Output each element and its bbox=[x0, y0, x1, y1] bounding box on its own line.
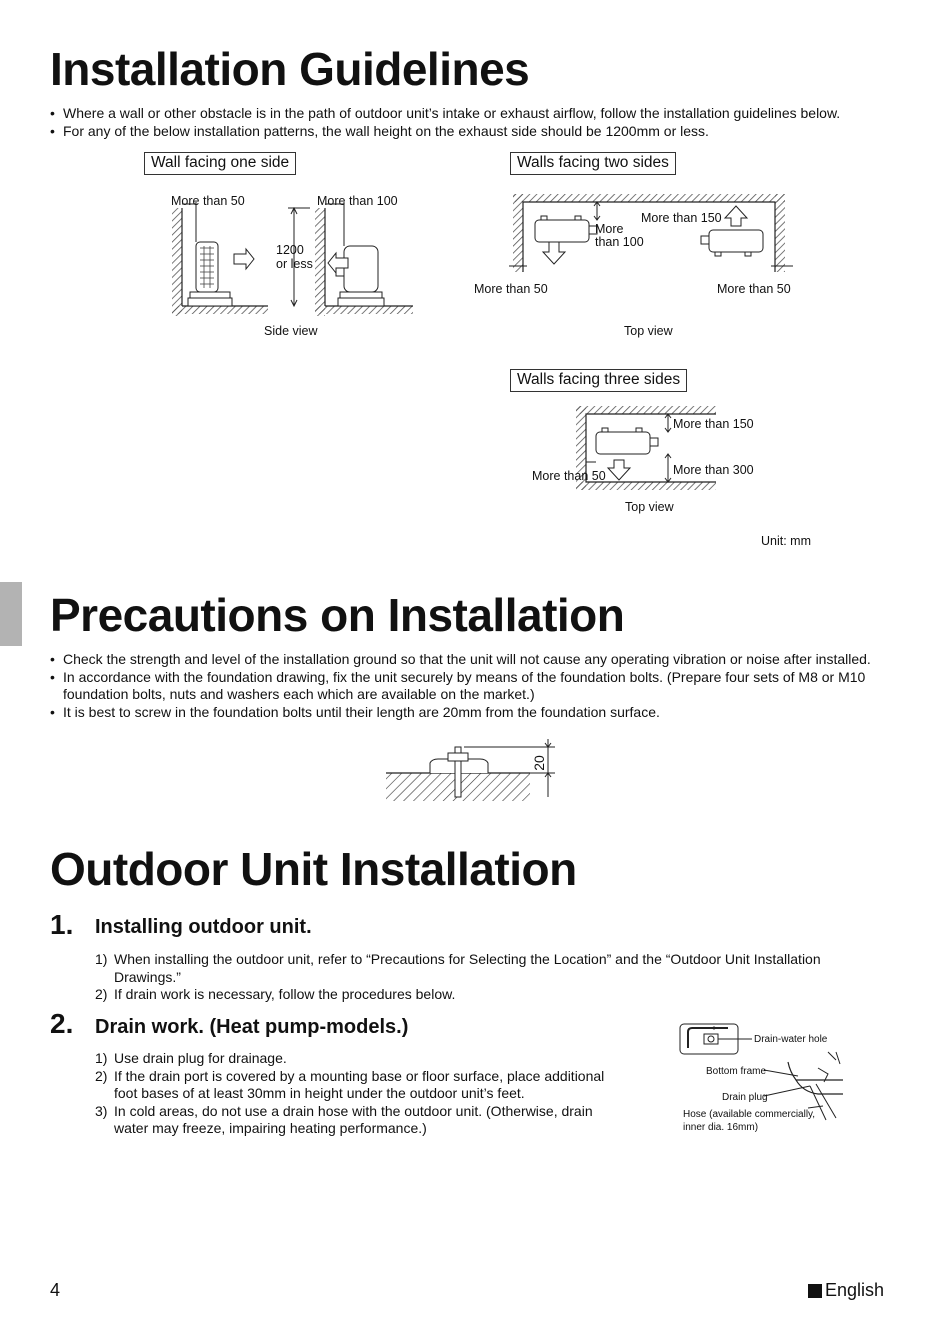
hose-label-line2: inner dia. 16mm) bbox=[683, 1122, 759, 1133]
guidelines-bullets bbox=[50, 105, 900, 140]
bottom-frame-label: Bottom frame bbox=[706, 1066, 767, 1077]
three-sides-more-300: More than 300 bbox=[673, 463, 754, 477]
step2-list bbox=[95, 1050, 615, 1138]
precautions-bullets bbox=[50, 651, 895, 721]
hose-label-line1: Hose (available commercially, bbox=[683, 1109, 816, 1120]
list-item: • Check the strength and level of the installation ground so that the unit will not cause any operating vibration or noise after installed. bbox=[50, 651, 895, 669]
installation-guidelines-title: Installation Guidelines bbox=[50, 43, 530, 95]
wall-one-side-label: Wall facing one side bbox=[144, 152, 296, 175]
one-side-left-clearance: More than 50 bbox=[171, 194, 245, 208]
three-sides-more-150: More than 150 bbox=[673, 417, 754, 431]
language-label: English bbox=[825, 1280, 885, 1300]
walls-three-sides-label: Walls facing three sides bbox=[510, 369, 687, 392]
outdoor-unit-title: Outdoor Unit Installation bbox=[50, 843, 577, 895]
step2-title: Drain work. (Heat pump-models.) bbox=[95, 1016, 409, 1038]
list-item: 3) In cold areas, do not use a drain hose with the outdoor unit. (Otherwise, drain water may freeze, impairing heating performance.) bbox=[95, 1102, 593, 1136]
two-sides-more: More bbox=[595, 222, 624, 236]
step1-title: Installing outdoor unit. bbox=[95, 916, 312, 938]
step1-number: 1. bbox=[50, 909, 74, 940]
two-sides-right-50: More than 50 bbox=[717, 282, 791, 296]
precautions-title: Precautions on Installation bbox=[50, 589, 625, 641]
list-item: • In accordance with the foundation drawing, fix the unit securely by means of the foundation bolts. (Prepare four sets of M8 or M10 foundation bolts, nuts and washers each which are available on the market.) bbox=[50, 669, 895, 704]
list-item: 1) When installing the outdoor unit, refer to “Precautions for Selecting the Location” and the “Outdoor Unit Installation Drawings.” bbox=[95, 951, 821, 985]
two-sides-left-50: More than 50 bbox=[474, 282, 548, 296]
list-item: 1) Use drain plug for drainage. bbox=[95, 1050, 287, 1066]
two-sides-than-100: than 100 bbox=[595, 235, 644, 249]
language-indicator bbox=[808, 1280, 884, 1301]
unit-note: Unit: mm bbox=[761, 534, 811, 548]
walls-two-sides-diagram bbox=[505, 190, 795, 290]
one-side-caption: Side view bbox=[264, 324, 318, 338]
list-item: • Where a wall or other obstacle is in the path of outdoor unit’s intake or exhaust airflow, follow the installation guidelines below. bbox=[50, 105, 900, 123]
walls-two-sides-label: Walls facing two sides bbox=[510, 152, 676, 175]
two-sides-caption: Top view bbox=[624, 324, 673, 338]
step1-list bbox=[95, 951, 855, 1004]
one-side-height-1: 1200 bbox=[276, 243, 304, 257]
step2-number: 2. bbox=[50, 1008, 74, 1039]
list-item: 2) If drain work is necessary, follow the procedures below. bbox=[95, 986, 456, 1002]
list-item: • For any of the below installation patterns, the wall height on the exhaust side should be 1200mm or less. bbox=[50, 123, 900, 141]
page-number: 4 bbox=[50, 1280, 61, 1300]
square-icon bbox=[808, 1284, 822, 1298]
drain-plug-label: Drain plug bbox=[722, 1092, 768, 1103]
drain-water-hole-label: Drain-water hole bbox=[754, 1034, 828, 1045]
one-side-height-2: or less bbox=[276, 257, 313, 271]
two-sides-more-150: More than 150 bbox=[641, 211, 722, 225]
one-side-right-clearance: More than 100 bbox=[317, 194, 398, 208]
three-sides-caption: Top view bbox=[625, 500, 674, 514]
list-item: 2) If the drain port is covered by a mounting base or floor surface, place additional foot bases of at least 30mm in height under the outdoor unit’s feet. bbox=[95, 1067, 605, 1101]
three-sides-more-50: More than 50 bbox=[532, 469, 606, 483]
bolt-dimension: 20 bbox=[530, 755, 547, 771]
list-item: • It is best to screw in the foundation bolts until their length are 20mm from the foundation surface. bbox=[50, 704, 895, 722]
side-tab-marker bbox=[0, 582, 22, 646]
